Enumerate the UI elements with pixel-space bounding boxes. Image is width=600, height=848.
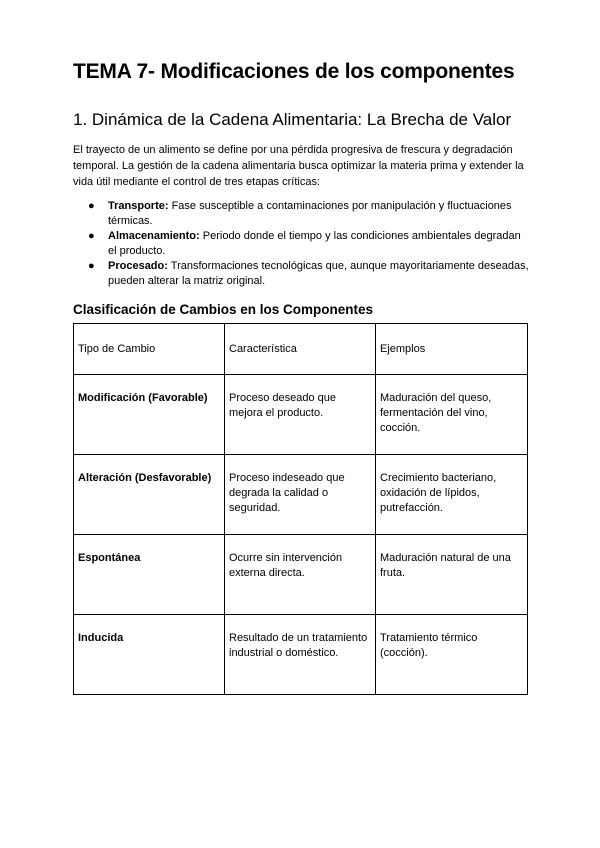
bullet-text: Periodo donde el tiempo y las condiciones ambientales degradan el producto. bbox=[108, 230, 521, 257]
table-row bbox=[74, 535, 528, 615]
list-item bbox=[73, 199, 529, 229]
header-cell: Característica bbox=[225, 324, 376, 375]
table-cell: Tratamiento térmico (cocción). bbox=[376, 615, 528, 695]
table-header-row bbox=[74, 324, 528, 375]
table-cell: Proceso indeseado que degrada la calidad o seguridad. bbox=[225, 455, 376, 535]
intro-paragraph: El trayecto de un alimento se define por una pérdida progresiva de frescura y degradación temporal. La gestión de la cadena alimentaria busca optimizar la materia prima y extender la vida útil mediante el control de tres etapas críticas: bbox=[73, 144, 524, 188]
title-rest: - Modificaciones de los componentes bbox=[148, 60, 515, 83]
bullet-icon: ● bbox=[88, 230, 95, 242]
table-cell: Resultado de un tratamiento industrial o doméstico. bbox=[225, 615, 376, 695]
bullet-term: Almacenamiento: bbox=[108, 230, 200, 242]
table-row bbox=[74, 375, 528, 455]
bullet-term: Transporte: bbox=[108, 200, 169, 212]
table-cell: Alteración (Desfavorable) bbox=[74, 455, 225, 535]
table-cell: Maduración natural de una fruta. bbox=[376, 535, 528, 615]
list-item bbox=[73, 259, 529, 289]
table-cell: Modificación (Favorable) bbox=[74, 375, 225, 455]
table-heading: Clasificación de Cambios en los Componentes bbox=[73, 302, 374, 317]
table-row bbox=[74, 455, 528, 535]
table-cell: Ocurre sin intervención externa directa. bbox=[225, 535, 376, 615]
list-item bbox=[73, 229, 529, 259]
bullet-text: Transformaciones tecnológicas que, aunque mayoritariamente deseadas, pueden alterar la matriz original. bbox=[108, 260, 529, 287]
table-cell: Inducida bbox=[74, 615, 225, 695]
header-cell: Tipo de Cambio bbox=[74, 324, 225, 375]
changes-table bbox=[73, 323, 528, 695]
page-title bbox=[73, 60, 514, 84]
title-bold: TEMA 7 bbox=[73, 60, 149, 83]
bullet-icon: ● bbox=[88, 260, 95, 272]
table-cell: Maduración del queso, fermentación del vino, cocción. bbox=[376, 375, 528, 455]
table-row bbox=[74, 615, 528, 695]
table-cell: Proceso deseado que mejora el producto. bbox=[225, 375, 376, 455]
bullet-icon: ● bbox=[88, 200, 95, 212]
bullet-term: Procesado: bbox=[108, 260, 168, 272]
header-cell: Ejemplos bbox=[376, 324, 528, 375]
bullet-text: Fase susceptible a contaminaciones por manipulación y fluctuaciones térmicas. bbox=[108, 200, 512, 227]
section-heading: 1. Dinámica de la Cadena Alimentaria: La Brecha de Valor bbox=[73, 110, 512, 129]
stage-list bbox=[73, 199, 529, 289]
table-cell: Espontánea bbox=[74, 535, 225, 615]
table-cell: Crecimiento bacteriano, oxidación de lípidos, putrefacción. bbox=[376, 455, 528, 535]
